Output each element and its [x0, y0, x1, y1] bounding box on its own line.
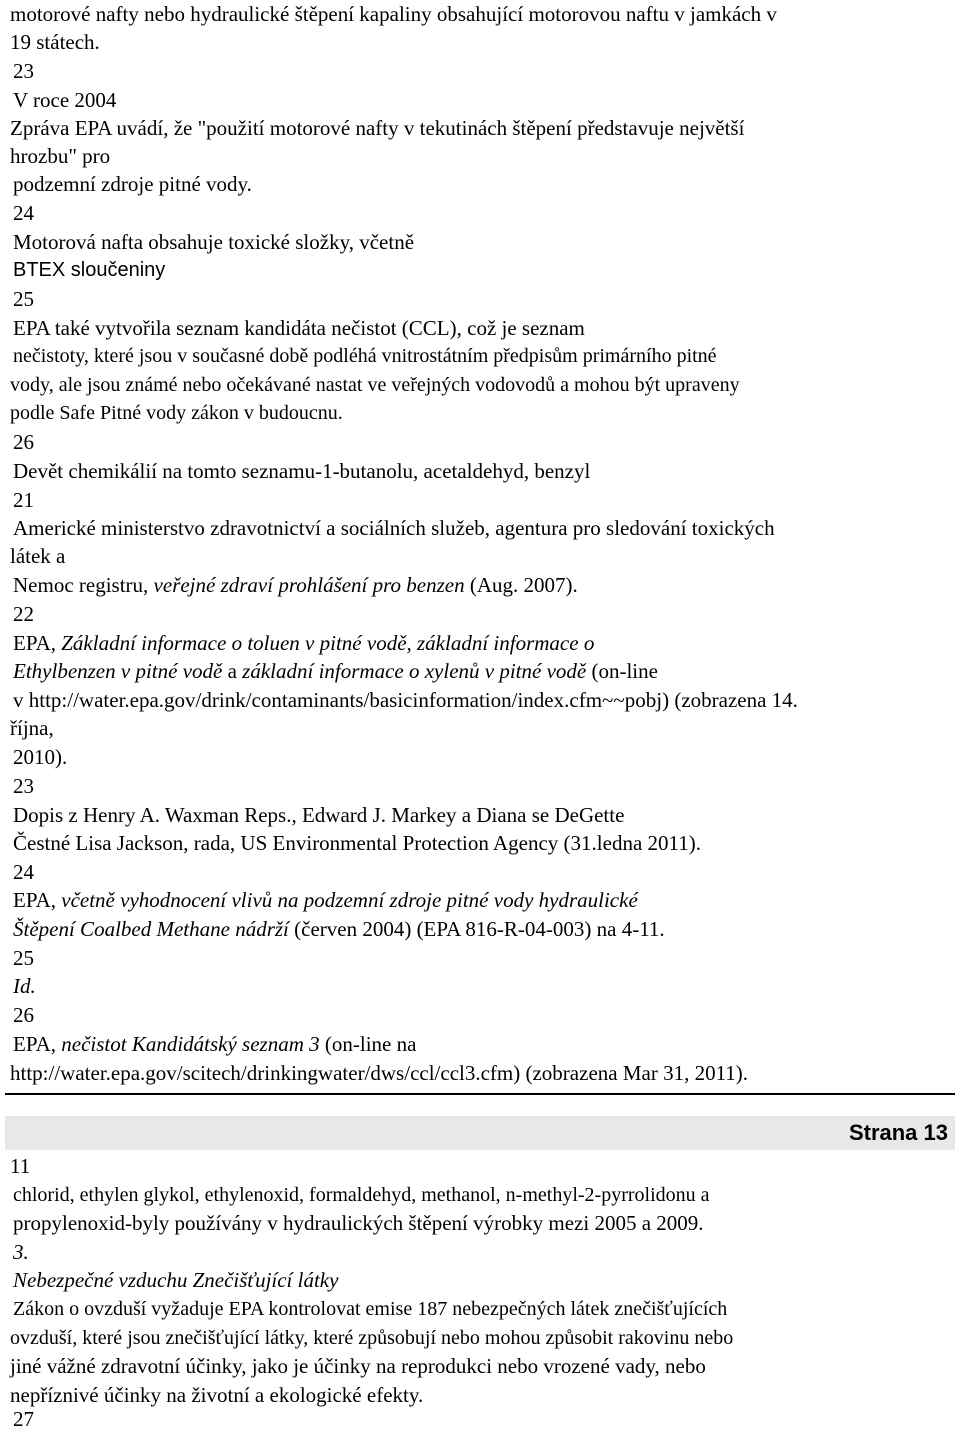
footnote-text-part: EPA,	[13, 631, 62, 655]
paragraph-line: nepříznivé účinky na životní a ekologické efekty.	[10, 1383, 424, 1407]
footnote-text	[13, 1030, 416, 1058]
footnote-number: 24	[13, 860, 34, 884]
text-line: hrozbu" pro	[10, 144, 111, 168]
footnote-number: 23	[13, 774, 34, 798]
footnote-title-italic: základní informace o xylenů v pitné vodě	[242, 659, 587, 683]
text-line: Devět chemikálií na tomto seznamu-1-butanolu, acetaldehyd, benzyl	[13, 459, 591, 483]
footnote-text: 2010).	[13, 745, 68, 769]
text-line: nečistoty, které jsou v současné době podléhá vnitrostátním předpisům primárního pitné	[13, 345, 717, 367]
footnote-number: 25	[13, 287, 34, 311]
footnote-text-part: (on-line na	[319, 1032, 417, 1056]
paragraph-line: ovzduší, které jsou znečišťující látky, které způsobují nebo mohou způsobit rakovinu nebo	[10, 1327, 734, 1349]
footnote-number: 11	[10, 1154, 31, 1178]
footnote-text-part: EPA,	[13, 888, 62, 912]
text-line: BTEX sloučeniny	[13, 259, 166, 281]
paragraph-line: jiné vážné zdravotní účinky, jako je účinky na reprodukci nebo vrozené vady, nebo	[10, 1354, 706, 1378]
footnote-text: látek a	[10, 544, 66, 568]
text-line: chlorid, ethylen glykol, ethylenoxid, formaldehyd, methanol, n-methyl-2-pyrrolidonu a	[13, 1184, 710, 1206]
footnote-text-part: Nemoc registru,	[13, 573, 154, 597]
footnote-title-italic: veřejné zdraví prohlášení pro benzen	[153, 573, 465, 597]
text-line: propylenoxid-byly používány v hydraulických štěpení výrobky mezi 2005 a 2009.	[13, 1211, 704, 1235]
page-header-band	[5, 1116, 955, 1150]
footnote-text-part: (červen 2004) (EPA 816-R-04-003) na 4-11.	[288, 917, 665, 941]
footnote-number: 27	[13, 1407, 34, 1431]
footnote-number: 26	[13, 430, 34, 454]
footnote-text: Čestné Lisa Jackson, rada, US Environmental Protection Agency (31.ledna 2011).	[13, 831, 701, 855]
footnote-text	[13, 571, 578, 599]
footnote-number: 24	[13, 201, 34, 225]
footnote-url-line: http://water.epa.gov/scitech/drinkingwater/dws/ccl/ccl3.cfm) (zobrazena Mar 31, 2011).	[10, 1061, 749, 1085]
text-line: Zpráva EPA uvádí, že "použití motorové nafty v tekutinách štěpení představuje největší	[10, 116, 745, 140]
text-line: EPA také vytvořila seznam kandidáta nečistot (CCL), což je seznam	[13, 316, 585, 340]
text-line: motorové nafty nebo hydraulické štěpení kapaliny obsahující motorovou naftu v jamkách v	[10, 2, 777, 26]
text-line: Motorová nafta obsahuje toxické složky, včetně	[13, 230, 415, 254]
text-line: podzemní zdroje pitné vody.	[13, 172, 252, 196]
footnote-url-line: v http://water.epa.gov/drink/contaminants/basicinformation/index.cfm~~pobj) (zobrazena 14.	[13, 688, 798, 712]
footnote-title-italic: Základní informace o toluen v pitné vodě, základní informace o	[61, 631, 595, 655]
footnote-text-part: a	[222, 659, 243, 683]
footnote-text-part: EPA,	[13, 1032, 62, 1056]
footnote-text	[13, 629, 594, 657]
footnote-text	[13, 657, 658, 685]
page-number-label: Strana 13	[848, 1120, 948, 1145]
text-line: podle Safe Pitné vody zákon v budoucnu.	[10, 402, 343, 424]
paragraph-line: Zákon o ovzduší vyžaduje EPA kontrolovat emise 187 nebezpečných látek znečišťujících	[13, 1298, 728, 1320]
footnote-text-part: (on-line	[586, 659, 658, 683]
footnote-title-italic: nečistot Kandidátský seznam 3	[61, 1032, 320, 1056]
footnote-text: Id.	[13, 974, 36, 998]
footnote-text: Americké ministerstvo zdravotnictví a sociálních služeb, agentura pro sledování toxických	[13, 516, 775, 540]
footnote-text: října,	[10, 716, 54, 740]
text-line: V roce 2004	[13, 88, 117, 112]
footnote-title-italic: včetně vyhodnocení vlivů na podzemní zdroje pitné vody hydraulické	[61, 888, 638, 912]
text-line: 19 státech.	[10, 30, 100, 54]
footnote-text	[13, 886, 638, 914]
section-number: 3.	[13, 1240, 29, 1264]
page-separator-rule	[5, 1093, 955, 1095]
footnote-number: 26	[13, 1003, 34, 1027]
text-line: vody, ale jsou známé nebo očekávané nastat ve veřejných vodovodů a mohou být upraveny	[10, 374, 740, 396]
section-heading: Nebezpečné vzduchu Znečišťující látky	[13, 1268, 339, 1292]
footnote-number: 21	[13, 488, 34, 512]
footnote-number: 23	[13, 59, 34, 83]
footnote-number: 25	[13, 946, 34, 970]
footnote-title-italic: Štěpení Coalbed Methane nádrží	[13, 917, 289, 941]
footnote-title-italic: Ethylbenzen v pitné vodě	[13, 659, 223, 683]
footnote-text-part: (Aug. 2007).	[464, 573, 578, 597]
footnote-text	[13, 915, 665, 943]
footnote-number: 22	[13, 602, 34, 626]
footnote-text: Dopis z Henry A. Waxman Reps., Edward J. Markey a Diana se DeGette	[13, 803, 625, 827]
